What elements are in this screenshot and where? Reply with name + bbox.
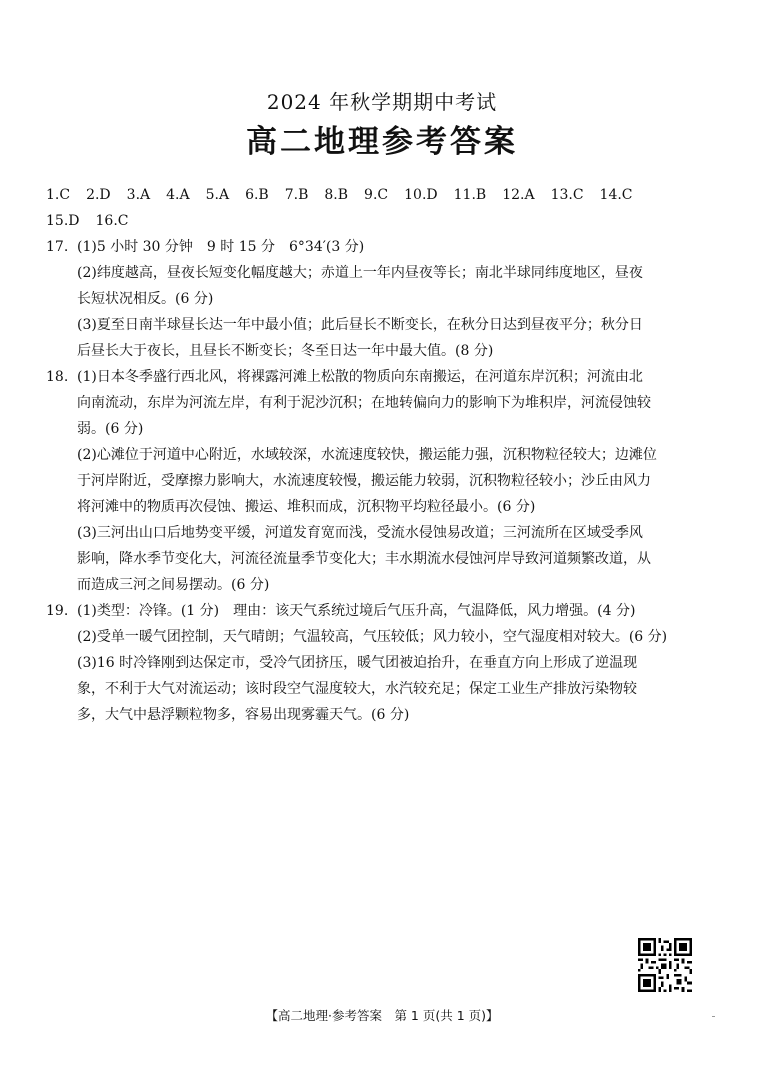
question-number: 18. [46, 369, 69, 385]
question-number: 19. [46, 603, 69, 619]
answer-line: 多，大气中悬浮颗粒物多，容易出现雾霾天气。(6 分) [77, 707, 410, 723]
answer-line: 象，不利于大气对流运动；该时段空气湿度较大，水汽较充足；保定工业生产排放污染物较 [77, 681, 637, 697]
q19-answer-reason: 理由：该天气系统过境后气压升高，气温降低，风力增强。(4 分) [233, 603, 636, 619]
scan-mark [712, 1016, 715, 1017]
answer-line: (3)16 时冷锋刚到达保定市，受冷气团挤压，暖气团被迫抬升，在垂直方向上形成了逆温现 [77, 655, 638, 671]
q17-answer-c: 6°34′(3 分) [289, 239, 365, 255]
mcq-answer: 4.A [166, 187, 190, 203]
mcq-answer: 9.C [364, 187, 389, 203]
answer-line: (3)三河出山口后地势变平缓，河道发育宽而浅，受流水侵蚀易改道；三河流所在区域受季风 [77, 525, 643, 541]
exam-title: 2024 年秋学期期中考试 [266, 90, 498, 114]
mcq-answer: 14.C [599, 187, 633, 203]
mcq-answer: 2.D [86, 187, 111, 203]
q17-answer-b: 9 时 15 分 [206, 239, 275, 255]
mcq-answer: 11.B [453, 187, 487, 203]
mcq-answers-row-1 [46, 182, 726, 208]
mcq-answer: 13.C [550, 187, 584, 203]
mcq-answer: 10.D [404, 187, 438, 203]
mcq-answer: 8.B [324, 187, 349, 203]
qr-code-icon [638, 938, 692, 992]
mcq-answer: 15.D [46, 213, 80, 229]
answer-line: 后昼长大于夜长，且昼长不断变长；冬至日达一年中最大值。(8 分) [77, 343, 494, 359]
mcq-answer: 7.B [284, 187, 309, 203]
answer-line: (3)夏至日南半球昼长达一年中最小值；此后昼长不断变长，在秋分日达到昼夜平分；秋分日 [77, 317, 643, 333]
q17-answer-a: 5 小时 30 分钟 [96, 239, 193, 255]
mcq-answer: 5.A [205, 187, 230, 203]
q19-part1-line [46, 598, 726, 624]
mcq-answer: 16.C [95, 213, 129, 229]
mcq-answer: 12.A [502, 187, 535, 203]
q18-part1-line [46, 364, 726, 390]
question-number: 17. [46, 239, 69, 255]
mcq-answer: 6.B [245, 187, 269, 203]
answer-line: (2)心滩位于河道中心附近，水域较深，水流速度较快，搬运能力强，沉积物粒径较大；边滩位 [77, 447, 657, 463]
answer-line: (2)受单一暖气团控制，天气晴朗；气温较高，气压较低；风力较小，空气湿度相对较大。(6 分) [77, 629, 668, 645]
answer-line: 于河岸附近，受摩擦力影响大，水流速度较慢，搬运能力较弱，沉积物粒径较小；沙丘由风力 [77, 473, 651, 489]
answer-line: 影响，降水季节变化大，河流径流量季节变化大；丰水期流水侵蚀河岸导致河道频繁改道，从 [77, 551, 651, 567]
answer-line: (2)纬度越高，昼夜长短变化幅度越大；赤道上一年内昼夜等长；南北半球同纬度地区，昼夜 [77, 265, 643, 281]
q19-answer-type: (1)类型：冷锋。(1 分) [77, 603, 220, 619]
page-footer: 【高二地理·参考答案 第 1 页(共 1 页)】 [265, 1008, 499, 1023]
answer-line: 而造成三河之间易摆动。(6 分) [77, 577, 270, 593]
answer-body [46, 182, 726, 728]
answer-text: (1)日本冬季盛行西北风，将裸露河滩上松散的物质向东南搬运，在河道东岸沉积；河流由北 [77, 369, 643, 385]
q17-part1-label: (1) [77, 239, 97, 255]
q17-part1 [46, 234, 726, 260]
answer-line: 长短状况相反。(6 分) [77, 291, 214, 307]
mcq-answer: 3.A [126, 187, 151, 203]
mcq-answer: 1.C [46, 187, 71, 203]
mcq-answers-row-2 [46, 208, 726, 234]
answer-line: 弱。(6 分) [77, 421, 144, 437]
page-title: 高二地理参考答案 [246, 124, 518, 160]
answer-line: 向南流动，东岸为河流左岸，有利于泥沙沉积；在地转偏向力的影响下为堆积岸，河流侵蚀较 [77, 395, 651, 411]
answer-line: 将河滩中的物质再次侵蚀、搬运、堆积而成，沉积物平均粒径最小。(6 分) [77, 499, 536, 515]
